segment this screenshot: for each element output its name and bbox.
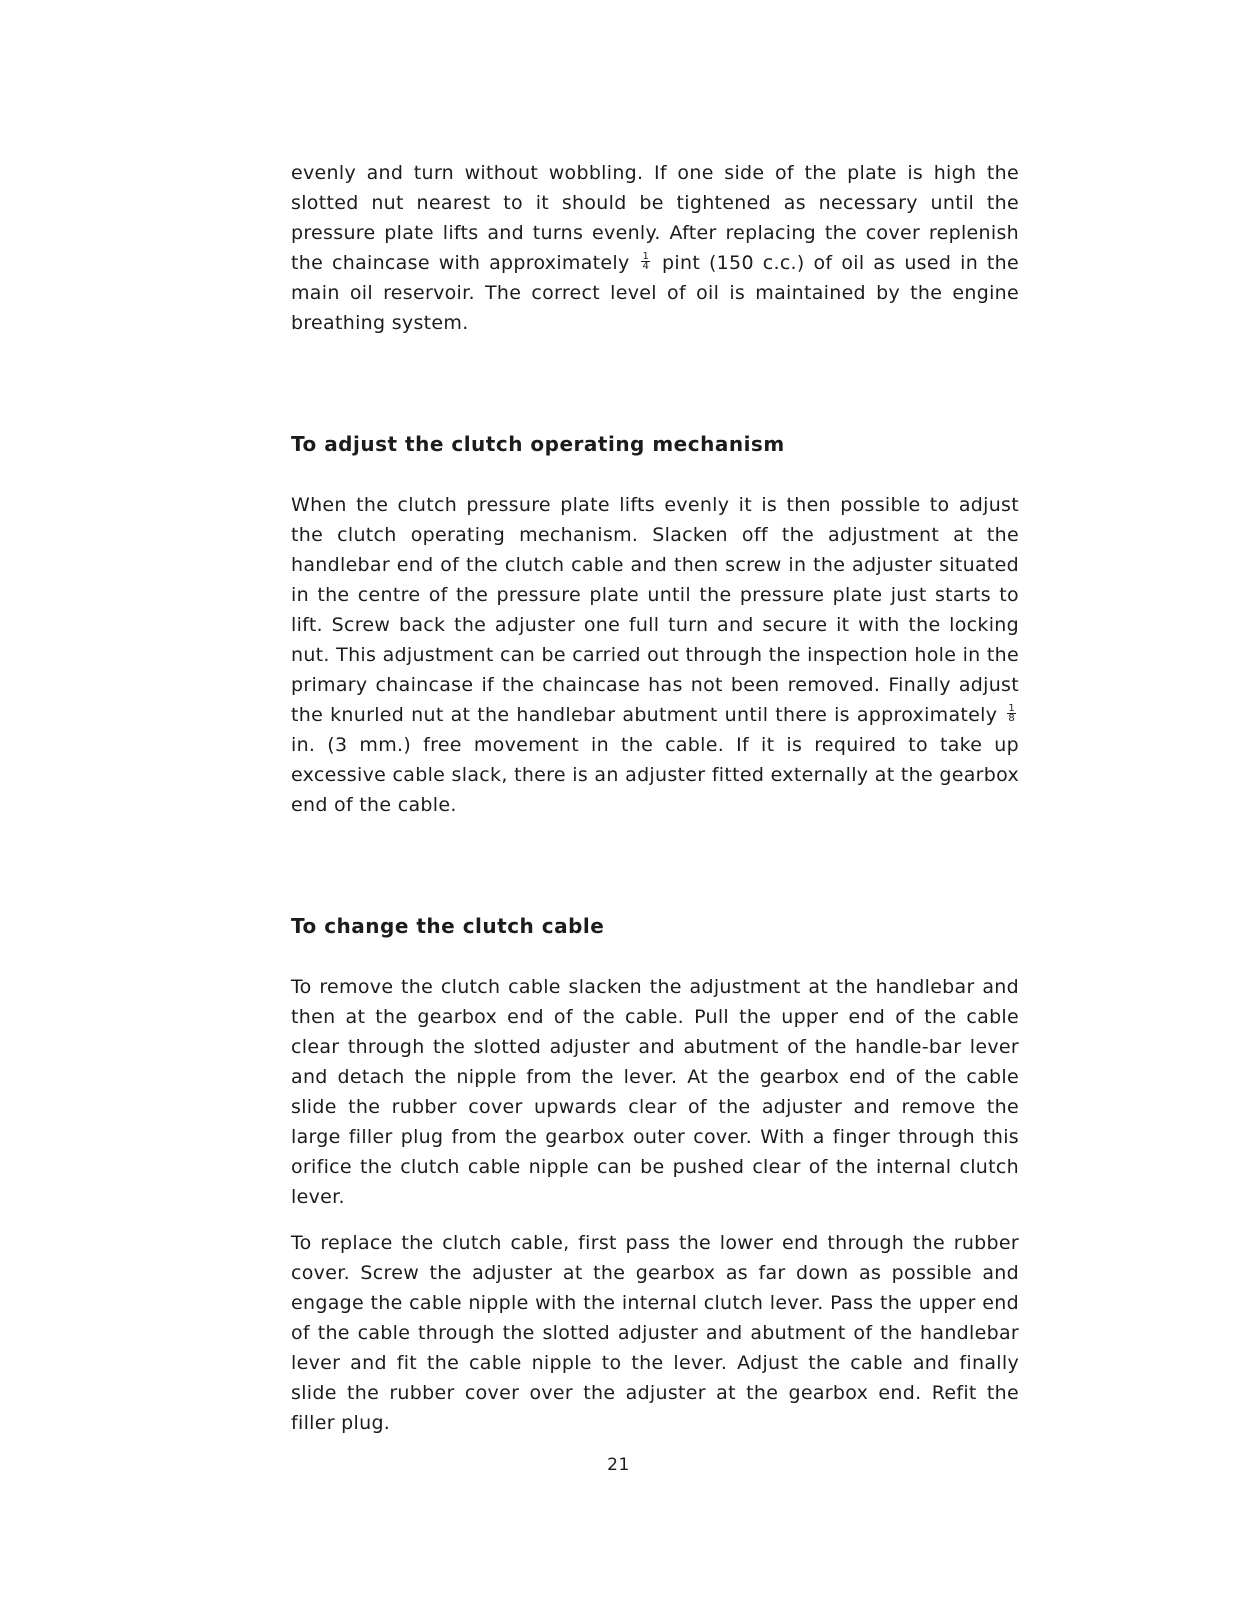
page-number: 21 <box>607 1455 630 1475</box>
fraction-numerator: 1 <box>1008 703 1015 714</box>
paragraph-text: evenly and turn without wobbling. If one side of the plate is high the slotted nut nearest to it should be tightened as necessary until the pressure plate lifts and turns evenly. After replacing the cover replenish the chaincase with approximately <box>291 162 1019 274</box>
paragraph-remove-cable: To remove the clutch cable slacken the adjustment at the handlebar and then at the gearbox end of the cable. Pull the upper end of the cable clear through the slotted adjuster and abutment of the handle-bar lever and detach the nipple from the lever. At the gearbox end of the cable slide the rubber cover upwards clear of the adjuster and remove the large filler plug from the gearbox outer cover. With a finger through this orifice the clutch cable nipple can be pushed clear of the internal clutch lever. <box>291 976 1019 1208</box>
page-body <box>291 158 1019 1438</box>
section-heading-change-cable: To change the clutch cable <box>291 914 605 938</box>
section-heading-adjust-clutch: To adjust the clutch operating mechanism <box>291 432 785 456</box>
paragraph-adjust-mechanism <box>291 490 1019 820</box>
fraction-numerator: 1 <box>642 251 650 262</box>
paragraph-text: When the clutch pressure plate lifts evenly it is then possible to adjust the clutch operating mechanism. Slacken off the adjustment at the handlebar end of the clutch cable and then screw in the adjuster situated in the centre of the pressure plate until the pressure plate just starts to lift. Screw back the adjuster one full turn and secure it with the locking nut. This adjustment can be carried out through the inspection hole in the primary chaincase if the chaincase has not been removed. Finally adjust the knurled nut at the handlebar abutment until there is approximately <box>291 494 1019 726</box>
fraction-quarter <box>641 252 650 271</box>
paragraph-chaincase-oil <box>291 158 1019 338</box>
paragraph-text: in. (3 mm.) free movement in the cable. If it is required to take up excessive cable slack, there is an adjuster fitted externally at the gearbox end of the cable. <box>291 734 1019 816</box>
paragraph-replace-cable: To replace the clutch cable, first pass the lower end through the rubber cover. Screw the adjuster at the gearbox as far down as possible and engage the cable nipple with the internal clutch lever. Pass the upper end of the cable through the slotted adjuster and abutment of the handlebar lever and fit the cable nipple to the lever. Adjust the cable and finally slide the rubber cover over the adjuster at the gearbox end. Refit the filler plug. <box>291 1232 1019 1434</box>
fraction-denominator: 4 <box>642 261 650 272</box>
fraction-denominator: 8 <box>1008 713 1015 724</box>
paragraph-text: pint (150 c.c.) of oil as used in the main oil reservoir. The correct level of oil is maintained by the engine breathing system. <box>291 252 1020 334</box>
fraction-eighth <box>1007 704 1016 723</box>
